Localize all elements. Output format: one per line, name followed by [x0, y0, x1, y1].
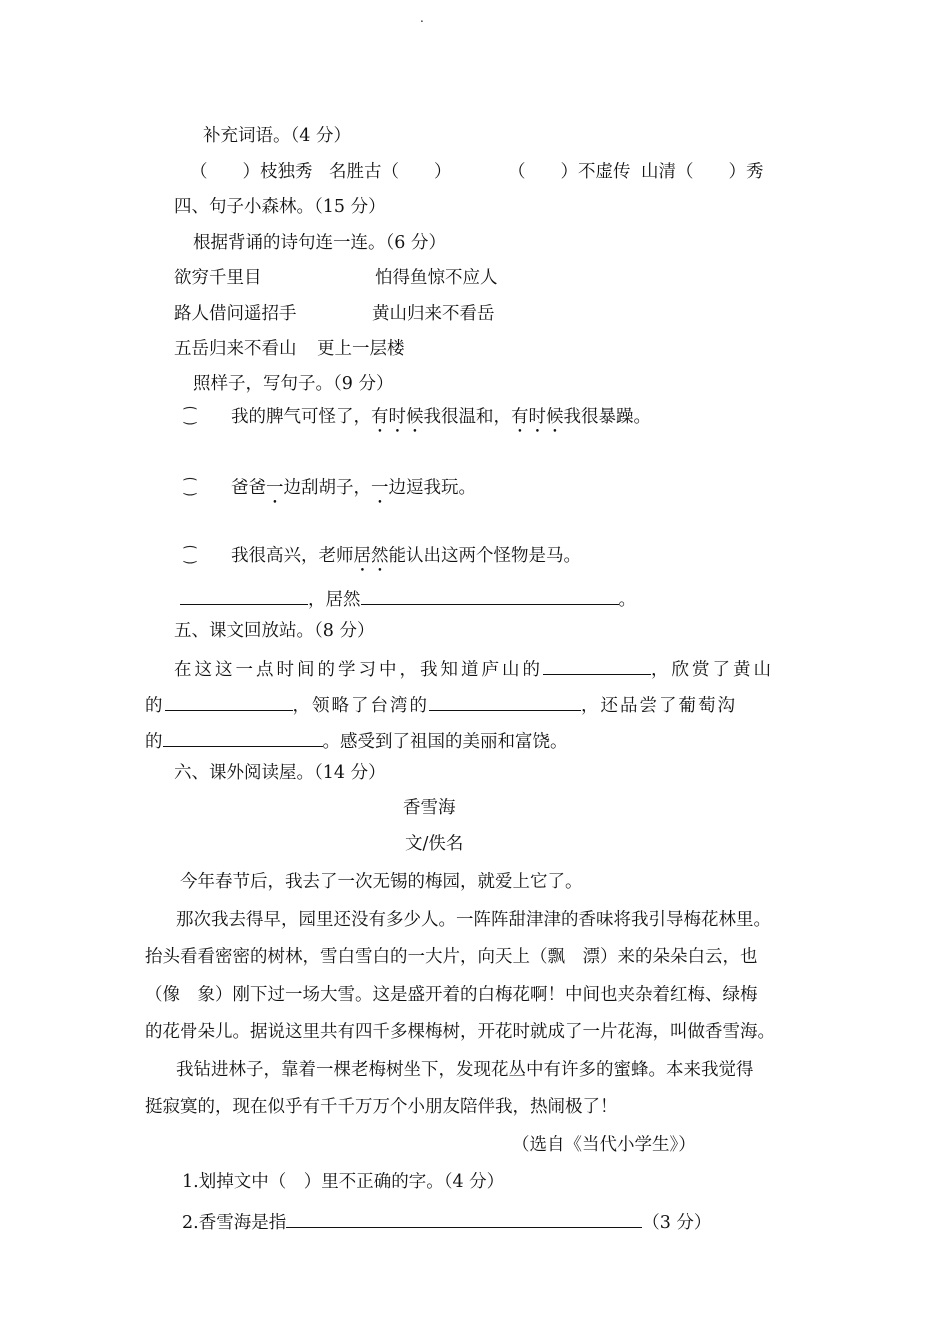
answer-blank[interactable] [429, 694, 581, 711]
poem-right-3: 更上一层楼 [317, 339, 405, 359]
answer-blank[interactable] [180, 588, 308, 605]
answer-blank[interactable] [286, 1211, 642, 1228]
sec3-title: 补充词语。（4 分） [203, 126, 351, 146]
answer-blank[interactable] [361, 588, 619, 605]
sec5-line-1: 在这这一点时间的学习中，我知道庐山的 ，欣赏了黄山 [174, 660, 774, 680]
example-marker-3: ⁐ [184, 546, 197, 564]
fill-sentence-line: ，居然 。 [180, 588, 636, 610]
story-line: 的花骨朵儿。据说这里共有四千多棵梅树，开花时就成了一片花海，叫做香雪海。 [145, 1022, 775, 1042]
story-line: 今年春节后，我去了一次无锡的梅园，就爱上它了。 [180, 872, 583, 892]
story-line: 我钻进林子，靠着一棵老梅树坐下，发现花丛中有许多的蜜蜂。本来我觉得 [176, 1060, 754, 1080]
story-line: 挺寂寞的，现在似乎有千千万万个小朋友陪伴我，热闹极了！ [145, 1097, 618, 1117]
story-line: 抬头看看密密的树林，雪白雪白的一大片，向天上（飘 漂）来的朵朵白云，也 [145, 947, 758, 967]
story-author: 文/佚名 [405, 834, 464, 854]
sec4-sub2: 照样子，写句子。（9 分） [193, 374, 394, 394]
header-mark: . [420, 11, 424, 25]
sec4-sub1: 根据背诵的诗句连一连。（6 分） [193, 233, 446, 253]
story-title: 香雪海 [403, 798, 456, 818]
story-source: （选自《当代小学生》） [512, 1135, 696, 1155]
sec6-title: 六、课外阅读屋。（14 分） [174, 763, 386, 783]
poem-right-2: 黄山归来不看岳 [372, 304, 495, 324]
example-marker-2: ⁐ [184, 478, 197, 496]
example-sentence-3: 我很高兴，老师居然能认出这两个怪物是马。 [231, 546, 581, 566]
story-line: 那次我去得早，园里还没有多少人。一阵阵甜津津的香味将我引导梅花林里。 [176, 910, 771, 930]
answer-blank[interactable] [163, 730, 323, 747]
poem-left-2: 路人借问遥招手 [174, 304, 297, 324]
sec5-line-3: 的 。感受到了祖国的美丽和富饶。 [145, 732, 568, 752]
poem-left-1: 欲穷千里目 [174, 268, 262, 288]
example-sentence-2: 爸爸一边刮胡子，一边逗我玩。 [231, 478, 476, 498]
answer-blank[interactable] [543, 658, 651, 675]
question-1: 1.划掉文中（ ）里不正确的字。（4 分） [182, 1172, 505, 1192]
word-pair-2: 名胜古（ ） [329, 162, 452, 182]
poem-right-1: 怕得鱼惊不应人 [375, 268, 498, 288]
word-pair-1: （ ）枝独秀 [190, 162, 313, 182]
sec4-title: 四、句子小森林。（15 分） [174, 197, 386, 217]
word-pair-3: （ ）不虚传 [508, 162, 631, 182]
sec5-title: 五、课文回放站。（8 分） [174, 621, 375, 641]
question-2: 2.香雪海是指 （3 分） [182, 1213, 712, 1233]
example-sentence-1: 我的脾气可怪了，有时候我很温和，有时候我很暴躁。 [231, 407, 651, 427]
answer-blank[interactable] [165, 694, 293, 711]
story-line: （像 象）刚下过一场大雪。这是盛开着的白梅花啊！中间也夹杂着红梅、绿梅 [145, 985, 758, 1005]
poem-left-3: 五岳归来不看山 [174, 339, 297, 359]
word-pair-4: 山清（ ）秀 [641, 162, 764, 182]
sec5-line-2: 的 ，领略了台湾的 ，还品尝了葡萄沟 [145, 696, 737, 716]
example-marker-1: ⁐ [184, 407, 197, 425]
